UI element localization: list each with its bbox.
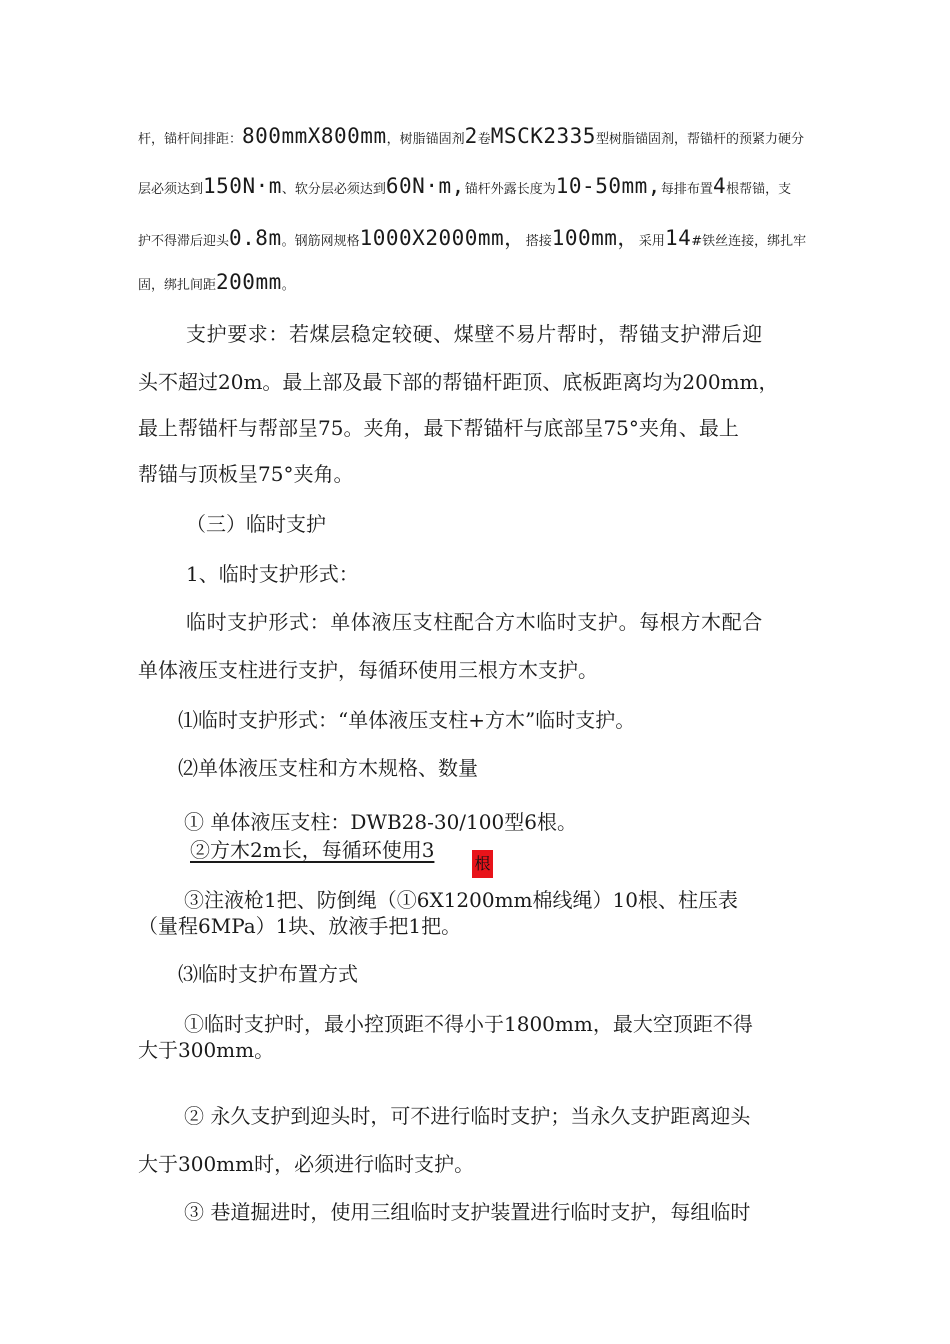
sub-item-1: ⑴临时支护形式：“单体液压支柱+方木”临时支护。 (178, 708, 636, 732)
body-text: 锚杆外露长度为 (464, 182, 556, 197)
spec-value: 14 (664, 226, 692, 250)
spec-item-3-line-2: （量程6MPa）1块、放液手把1把。 (138, 914, 462, 938)
spec-value: 2 (464, 124, 478, 148)
sub-item-3: ⑶临时支护布置方式 (178, 962, 358, 986)
body-text: 。 (281, 278, 295, 293)
spec-value: MSCK2335 (490, 124, 596, 148)
intro-line-3 (138, 222, 820, 252)
temp-form-line-2: 单体液压支柱进行支护，每循环使用三根方木支护。 (138, 658, 598, 682)
spec-value: 150N·m (203, 174, 282, 198)
spec-value: 800mmX800mm (242, 124, 387, 148)
sub-item-2: ⑵单体液压支柱和方木规格、数量 (178, 756, 478, 780)
layout-item-2-line-1: ② 永久支护到迎头时，可不进行临时支护；当永久支护距离迎头 (184, 1104, 751, 1128)
intro-line-2 (138, 174, 820, 198)
body-text: 护不得滞后迎头 (138, 234, 230, 249)
temp-form-line-1: 临时支护形式：单体液压支柱配合方木临时支护。每根方木配合 (186, 610, 763, 634)
body-text: 。钢筋网规格 (281, 234, 360, 249)
layout-item-1-line-1: ①临时支护时，最小控顶距不得小于1800mm，最大空顶距不得 (184, 1012, 753, 1036)
spec-item-3-line-1: ③注液枪1把、防倒绳（①6X1200mm棉线绳）10根、柱压表 (184, 888, 738, 912)
body-text: 固，绑扎间距 (138, 278, 217, 293)
highlight-tag: 根 (472, 850, 493, 878)
body-text: 卷 (477, 132, 491, 147)
body-text: 、软分层必须达到 (281, 182, 386, 197)
intro-line-1 (138, 124, 820, 148)
spec-value: 0.8m (229, 226, 282, 250)
spec-value: 100mm， (551, 226, 639, 250)
spec-value: 10-50mm, (555, 174, 661, 198)
spec-value: 60N·m, (385, 174, 465, 198)
support-req-line-4: 帮锚与顶板呈75°夹角。 (138, 462, 354, 486)
spec-item-1: ① 单体液压支柱：DWB28-30/100型6根。 (184, 810, 577, 834)
body-text: 每排布置 (660, 182, 713, 197)
item-heading: 1、临时支护形式： (186, 562, 359, 586)
body-text: 型树脂锚固剂，帮锚杆的预紧力硬分 (595, 132, 804, 147)
layout-item-2-line-2: 大于300mm时，必须进行临时支护。 (138, 1152, 475, 1176)
section-heading: （三）临时支护 (186, 512, 326, 536)
body-text: 根帮锚，支 (726, 182, 792, 197)
support-req-line-3: 最上帮锚杆与帮部呈75。夹角，最下帮锚杆与底部呈75°夹角、最上 (138, 416, 739, 440)
body-text: 层必须达到 (138, 182, 204, 197)
support-req-line-2: 头不超过20m。最上部及最下部的帮锚杆距顶、底板距离均为200mm， (138, 370, 779, 394)
spec-value: 1000X2000mm， (359, 226, 526, 250)
spec-item-2: ②方木2m长，每循环使用3 (190, 838, 435, 862)
body-text: #铁丝连接，绑扎牢 (691, 234, 807, 249)
layout-item-3-line-1: ③ 巷道掘进时，使用三组临时支护装置进行临时支护，每组临时 (184, 1200, 751, 1224)
support-req-line-1: 支护要求：若煤层稳定较硬、煤壁不易片帮时，帮锚支护滞后迎 (186, 322, 763, 346)
spec-value: 200mm (216, 270, 282, 294)
layout-item-1-line-2: 大于300mm。 (138, 1038, 275, 1062)
body-text: 采用 (638, 234, 665, 249)
spec-value: 4 (712, 174, 727, 198)
intro-line-4 (138, 270, 820, 294)
body-text: ，树脂锚固剂 (386, 132, 465, 147)
body-text: 杆，锚杆间排距： (138, 132, 243, 147)
body-text: 搭接 (525, 234, 552, 249)
